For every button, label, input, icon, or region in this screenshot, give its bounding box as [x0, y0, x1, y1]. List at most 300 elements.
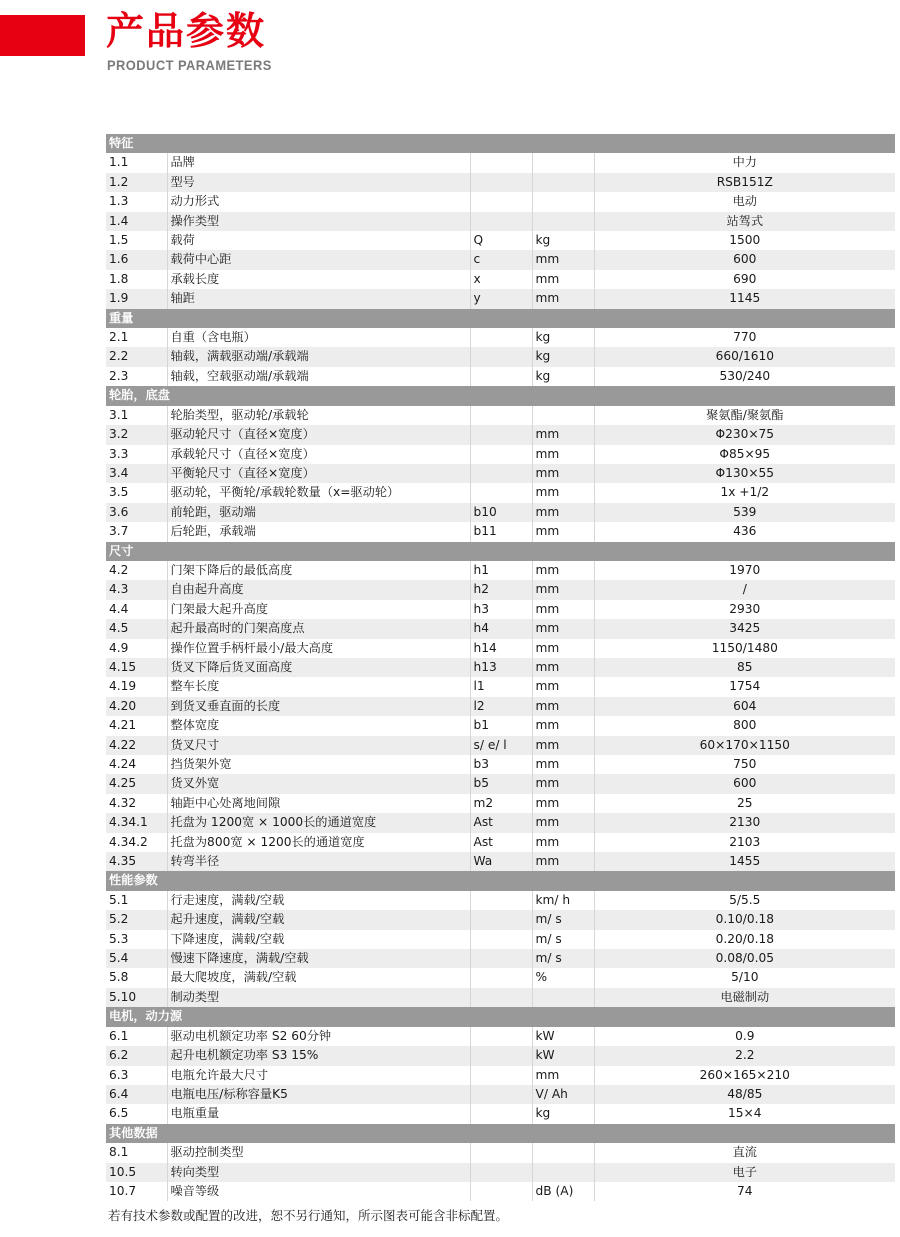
param-symbol: l2: [470, 697, 532, 716]
param-id: 1.5: [106, 231, 167, 250]
param-name: 载荷中心距: [167, 250, 470, 269]
param-value: 0.08/0.05: [594, 949, 895, 968]
param-symbol: b3: [470, 755, 532, 774]
param-id: 4.24: [106, 755, 167, 774]
param-id: 4.32: [106, 794, 167, 813]
param-name: 轴距: [167, 289, 470, 308]
param-value: 85: [594, 658, 895, 677]
param-unit: mm: [532, 600, 594, 619]
param-value: 15×4: [594, 1104, 895, 1123]
table-row: [106, 639, 895, 658]
param-value: Φ230×75: [594, 425, 895, 444]
param-id: 4.19: [106, 677, 167, 696]
param-symbol: h1: [470, 561, 532, 580]
param-symbol: h3: [470, 600, 532, 619]
param-symbol: Wa: [470, 852, 532, 871]
param-symbol: [470, 988, 532, 1007]
table-row: [106, 1066, 895, 1085]
param-name: 自由起升高度: [167, 580, 470, 599]
param-value: 0.9: [594, 1027, 895, 1046]
param-name: 挡货架外宽: [167, 755, 470, 774]
param-value: 中力: [594, 153, 895, 172]
table-row: [106, 503, 895, 522]
section-title: 性能参数: [106, 871, 895, 890]
table-row: [106, 600, 895, 619]
param-symbol: [470, 153, 532, 172]
table-row: [106, 1104, 895, 1123]
param-name: 驱动轮，平衡轮/承载轮数量（x=驱动轮）: [167, 483, 470, 502]
param-name: 承载长度: [167, 270, 470, 289]
param-unit: mm: [532, 736, 594, 755]
param-name: 起升速度，满载/空载: [167, 910, 470, 929]
param-unit: mm: [532, 639, 594, 658]
table-row: [106, 677, 895, 696]
param-id: 5.3: [106, 930, 167, 949]
param-id: 5.10: [106, 988, 167, 1007]
param-symbol: h4: [470, 619, 532, 638]
param-name: 噪音等级: [167, 1182, 470, 1201]
section-header: [106, 386, 895, 405]
param-value: 660/1610: [594, 347, 895, 366]
param-unit: mm: [532, 755, 594, 774]
param-value: 74: [594, 1182, 895, 1201]
param-symbol: [470, 367, 532, 386]
param-unit: mm: [532, 445, 594, 464]
param-id: 6.2: [106, 1046, 167, 1065]
param-value: 电磁制动: [594, 988, 895, 1007]
table-row: [106, 464, 895, 483]
param-symbol: [470, 1046, 532, 1065]
table-row: [106, 406, 895, 425]
table-row: [106, 716, 895, 735]
param-name: 品牌: [167, 153, 470, 172]
table-row: [106, 1163, 895, 1182]
param-unit: mm: [532, 464, 594, 483]
param-name: 型号: [167, 173, 470, 192]
param-value: 60×170×1150: [594, 736, 895, 755]
param-name: 门架下降后的最低高度: [167, 561, 470, 580]
table-row: [106, 813, 895, 832]
param-symbol: [470, 1143, 532, 1162]
param-name: 前轮距，驱动端: [167, 503, 470, 522]
param-id: 5.4: [106, 949, 167, 968]
param-symbol: [470, 949, 532, 968]
param-id: 4.9: [106, 639, 167, 658]
param-value: 600: [594, 774, 895, 793]
param-unit: [532, 192, 594, 211]
param-name: 驱动电机额定功率 S2 60分钟: [167, 1027, 470, 1046]
param-id: 4.34.2: [106, 833, 167, 852]
param-value: 604: [594, 697, 895, 716]
param-unit: [532, 212, 594, 231]
param-unit: kg: [532, 328, 594, 347]
table-row: [106, 367, 895, 386]
param-symbol: [470, 910, 532, 929]
param-id: 3.1: [106, 406, 167, 425]
param-symbol: s/ e/ l: [470, 736, 532, 755]
param-unit: mm: [532, 677, 594, 696]
param-symbol: [470, 425, 532, 444]
table-row: [106, 192, 895, 211]
table-row: [106, 833, 895, 852]
param-name: 起升电机额定功率 S3 15%: [167, 1046, 470, 1065]
section-title: 特征: [106, 134, 895, 153]
section-title: 轮胎，底盘: [106, 386, 895, 405]
param-symbol: l1: [470, 677, 532, 696]
param-unit: mm: [532, 697, 594, 716]
table-row: [106, 891, 895, 910]
param-value: 站驾式: [594, 212, 895, 231]
param-unit: [532, 988, 594, 1007]
param-symbol: [470, 347, 532, 366]
param-value: 1500: [594, 231, 895, 250]
param-name: 门架最大起升高度: [167, 600, 470, 619]
table-row: [106, 949, 895, 968]
param-name: 后轮距，承载端: [167, 522, 470, 541]
param-id: 3.4: [106, 464, 167, 483]
section-header: [106, 309, 895, 328]
param-name: 下降速度，满载/空载: [167, 930, 470, 949]
param-name: 动力形式: [167, 192, 470, 211]
section-header: [106, 871, 895, 890]
param-value: 聚氨酯/聚氨酯: [594, 406, 895, 425]
param-unit: [532, 1163, 594, 1182]
param-value: 690: [594, 270, 895, 289]
param-id: 4.20: [106, 697, 167, 716]
param-unit: mm: [532, 270, 594, 289]
param-unit: mm: [532, 522, 594, 541]
param-unit: kg: [532, 347, 594, 366]
param-id: 1.6: [106, 250, 167, 269]
param-symbol: b11: [470, 522, 532, 541]
param-value: 3425: [594, 619, 895, 638]
param-id: 10.5: [106, 1163, 167, 1182]
param-value: 1150/1480: [594, 639, 895, 658]
param-id: 2.3: [106, 367, 167, 386]
table-row: [106, 250, 895, 269]
header-red-bar: [0, 15, 85, 56]
param-value: 5/5.5: [594, 891, 895, 910]
param-id: 3.2: [106, 425, 167, 444]
param-name: 托盘为 1200宽 × 1000长的通道宽度: [167, 813, 470, 832]
table-row: [106, 347, 895, 366]
param-id: 4.5: [106, 619, 167, 638]
table-row: [106, 153, 895, 172]
param-symbol: [470, 1104, 532, 1123]
table-row: [106, 697, 895, 716]
parameters-table: [106, 134, 895, 1201]
param-name: 转向类型: [167, 1163, 470, 1182]
param-name: 电瓶重量: [167, 1104, 470, 1123]
param-value: 电动: [594, 192, 895, 211]
param-value: /: [594, 580, 895, 599]
param-id: 3.6: [106, 503, 167, 522]
param-name: 驱动轮尺寸（直径×宽度）: [167, 425, 470, 444]
param-value: 800: [594, 716, 895, 735]
param-value: 539: [594, 503, 895, 522]
table-row: [106, 522, 895, 541]
param-symbol: [470, 445, 532, 464]
param-name: 平衡轮尺寸（直径×宽度）: [167, 464, 470, 483]
table-row: [106, 445, 895, 464]
param-name: 电瓶电压/标称容量K5: [167, 1085, 470, 1104]
param-id: 1.1: [106, 153, 167, 172]
param-symbol: h2: [470, 580, 532, 599]
param-symbol: [470, 406, 532, 425]
param-unit: kW: [532, 1046, 594, 1065]
param-symbol: [470, 1182, 532, 1201]
param-name: 自重（含电瓶）: [167, 328, 470, 347]
param-value: 1145: [594, 289, 895, 308]
footnote: 若有技术参数或配置的改进，恕不另行通知，所示图表可能含非标配置。: [108, 1208, 509, 1223]
param-value: 电子: [594, 1163, 895, 1182]
param-unit: %: [532, 968, 594, 987]
param-id: 1.3: [106, 192, 167, 211]
param-name: 操作类型: [167, 212, 470, 231]
param-id: 4.25: [106, 774, 167, 793]
param-id: 2.2: [106, 347, 167, 366]
table-row: [106, 794, 895, 813]
param-symbol: c: [470, 250, 532, 269]
section-title: 重量: [106, 309, 895, 328]
param-value: Φ85×95: [594, 445, 895, 464]
param-value: 2.2: [594, 1046, 895, 1065]
param-id: 6.5: [106, 1104, 167, 1123]
param-id: 4.3: [106, 580, 167, 599]
param-unit: mm: [532, 813, 594, 832]
param-name: 货叉尺寸: [167, 736, 470, 755]
param-id: 5.1: [106, 891, 167, 910]
param-value: Φ130×55: [594, 464, 895, 483]
param-value: 直流: [594, 1143, 895, 1162]
param-name: 托盘为800宽 × 1200长的通道宽度: [167, 833, 470, 852]
param-id: 4.15: [106, 658, 167, 677]
param-unit: [532, 153, 594, 172]
table-row: [106, 1143, 895, 1162]
param-unit: kg: [532, 1104, 594, 1123]
param-unit: m/ s: [532, 930, 594, 949]
param-value: 750: [594, 755, 895, 774]
param-value: RSB151Z: [594, 173, 895, 192]
table-row: [106, 658, 895, 677]
param-unit: kg: [532, 367, 594, 386]
param-unit: V/ Ah: [532, 1085, 594, 1104]
param-symbol: [470, 173, 532, 192]
param-unit: dB (A): [532, 1182, 594, 1201]
param-symbol: [470, 212, 532, 231]
section-header: [106, 1007, 895, 1026]
param-id: 4.21: [106, 716, 167, 735]
param-symbol: [470, 1066, 532, 1085]
param-value: 0.20/0.18: [594, 930, 895, 949]
param-name: 起升最高时的门架高度点: [167, 619, 470, 638]
param-unit: mm: [532, 250, 594, 269]
param-name: 慢速下降速度，满载/空载: [167, 949, 470, 968]
param-unit: mm: [532, 1066, 594, 1085]
param-name: 操作位置手柄杆最小/最大高度: [167, 639, 470, 658]
param-id: 5.8: [106, 968, 167, 987]
param-name: 轴载，满载驱动端/承载端: [167, 347, 470, 366]
param-value: 25: [594, 794, 895, 813]
table-row: [106, 774, 895, 793]
table-row: [106, 619, 895, 638]
param-id: 6.4: [106, 1085, 167, 1104]
param-unit: m/ s: [532, 910, 594, 929]
param-symbol: [470, 1085, 532, 1104]
param-name: 整体宽度: [167, 716, 470, 735]
table-row: [106, 580, 895, 599]
param-unit: mm: [532, 580, 594, 599]
param-name: 电瓶允许最大尺寸: [167, 1066, 470, 1085]
param-value: 1455: [594, 852, 895, 871]
param-unit: m/ s: [532, 949, 594, 968]
table-row: [106, 561, 895, 580]
param-symbol: [470, 328, 532, 347]
section-header: [106, 542, 895, 561]
param-name: 载荷: [167, 231, 470, 250]
param-unit: kg: [532, 231, 594, 250]
param-unit: mm: [532, 716, 594, 735]
param-id: 1.4: [106, 212, 167, 231]
param-value: 2103: [594, 833, 895, 852]
param-value: 1x +1/2: [594, 483, 895, 502]
param-value: 260×165×210: [594, 1066, 895, 1085]
param-unit: mm: [532, 561, 594, 580]
param-unit: mm: [532, 833, 594, 852]
param-unit: km/ h: [532, 891, 594, 910]
param-name: 行走速度，满载/空载: [167, 891, 470, 910]
param-name: 货叉外宽: [167, 774, 470, 793]
param-symbol: [470, 891, 532, 910]
table-row: [106, 483, 895, 502]
param-symbol: [470, 192, 532, 211]
param-id: 4.35: [106, 852, 167, 871]
param-name: 轴距中心处离地间隙: [167, 794, 470, 813]
param-name: 承载轮尺寸（直径×宽度）: [167, 445, 470, 464]
param-symbol: b10: [470, 503, 532, 522]
param-name: 驱动控制类型: [167, 1143, 470, 1162]
param-symbol: y: [470, 289, 532, 308]
param-id: 5.2: [106, 910, 167, 929]
table-row: [106, 736, 895, 755]
param-id: 4.22: [106, 736, 167, 755]
param-symbol: x: [470, 270, 532, 289]
param-id: 10.7: [106, 1182, 167, 1201]
param-name: 货叉下降后货叉面高度: [167, 658, 470, 677]
param-value: 530/240: [594, 367, 895, 386]
param-unit: mm: [532, 774, 594, 793]
param-symbol: [470, 1163, 532, 1182]
param-symbol: Ast: [470, 833, 532, 852]
param-symbol: h14: [470, 639, 532, 658]
param-name: 整车长度: [167, 677, 470, 696]
param-symbol: [470, 483, 532, 502]
section-title: 尺寸: [106, 542, 895, 561]
param-symbol: b5: [470, 774, 532, 793]
table-row: [106, 289, 895, 308]
table-row: [106, 988, 895, 1007]
param-symbol: m2: [470, 794, 532, 813]
param-value: 1754: [594, 677, 895, 696]
table-row: [106, 968, 895, 987]
table-row: [106, 755, 895, 774]
page-subtitle: PRODUCT PARAMETERS: [107, 57, 272, 73]
param-symbol: Q: [470, 231, 532, 250]
param-unit: [532, 1143, 594, 1162]
param-value: 5/10: [594, 968, 895, 987]
table-row: [106, 852, 895, 871]
param-id: 2.1: [106, 328, 167, 347]
param-name: 最大爬坡度，满载/空载: [167, 968, 470, 987]
param-unit: [532, 173, 594, 192]
param-unit: mm: [532, 289, 594, 308]
param-name: 轮胎类型，驱动轮/承载轮: [167, 406, 470, 425]
param-unit: mm: [532, 483, 594, 502]
param-value: 436: [594, 522, 895, 541]
table-row: [106, 1182, 895, 1201]
param-id: 1.8: [106, 270, 167, 289]
section-header: [106, 1124, 895, 1143]
page-title: 产品参数: [106, 9, 267, 53]
table-row: [106, 212, 895, 231]
param-id: 3.3: [106, 445, 167, 464]
param-symbol: b1: [470, 716, 532, 735]
param-symbol: h13: [470, 658, 532, 677]
param-value: 2930: [594, 600, 895, 619]
param-symbol: [470, 464, 532, 483]
param-value: 600: [594, 250, 895, 269]
param-value: 1970: [594, 561, 895, 580]
param-name: 轴载，空载驱动端/承载端: [167, 367, 470, 386]
table-row: [106, 1027, 895, 1046]
param-unit: mm: [532, 794, 594, 813]
param-unit: mm: [532, 425, 594, 444]
table-row: [106, 930, 895, 949]
param-id: 1.9: [106, 289, 167, 308]
table-row: [106, 328, 895, 347]
param-unit: mm: [532, 503, 594, 522]
table-row: [106, 1085, 895, 1104]
section-header: [106, 134, 895, 153]
table-row: [106, 231, 895, 250]
param-value: 770: [594, 328, 895, 347]
param-unit: mm: [532, 619, 594, 638]
section-title: 其他数据: [106, 1124, 895, 1143]
section-title: 电机，动力源: [106, 1007, 895, 1026]
param-value: 2130: [594, 813, 895, 832]
param-unit: kW: [532, 1027, 594, 1046]
param-unit: [532, 406, 594, 425]
param-unit: mm: [532, 852, 594, 871]
table-row: [106, 1046, 895, 1065]
param-id: 8.1: [106, 1143, 167, 1162]
param-id: 1.2: [106, 173, 167, 192]
param-unit: mm: [532, 658, 594, 677]
param-value: 0.10/0.18: [594, 910, 895, 929]
param-symbol: Ast: [470, 813, 532, 832]
table-row: [106, 270, 895, 289]
param-symbol: [470, 930, 532, 949]
table-row: [106, 173, 895, 192]
param-name: 转弯半径: [167, 852, 470, 871]
param-id: 3.5: [106, 483, 167, 502]
param-name: 制动类型: [167, 988, 470, 1007]
param-id: 4.2: [106, 561, 167, 580]
table-row: [106, 425, 895, 444]
param-id: 4.4: [106, 600, 167, 619]
param-id: 6.1: [106, 1027, 167, 1046]
table-row: [106, 910, 895, 929]
